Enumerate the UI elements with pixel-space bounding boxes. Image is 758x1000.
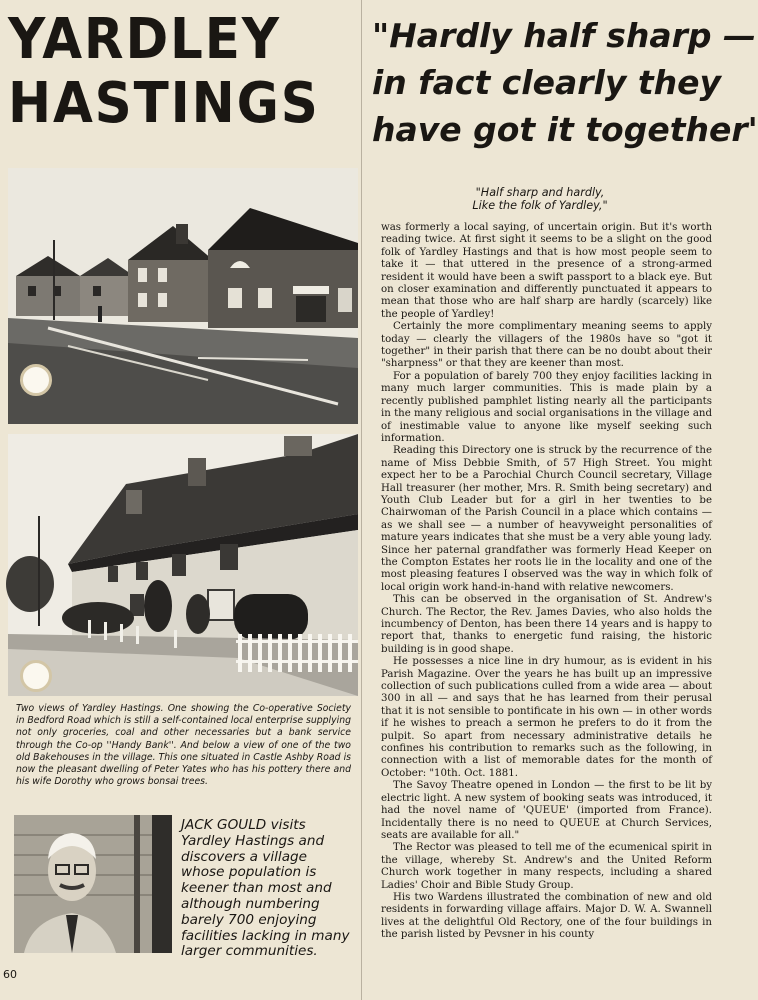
headline-line-1: "Hardly half sharp — <box>372 16 756 55</box>
column-divider <box>361 0 362 1000</box>
article-paragraph: He possesses a nice line in dry humour, as is evident in his Parish Magazine. Over the years he has built up an impressive collection of such publications culled from a wide area — about 300 in all — and says that he has learned from their perusal that it is not sensible to pontificate in his own — in other words if he wishes to preach a sermon he prefers to do it from the pulpit. So apart from necessary administrative details he confines his contribution to remarks such as the following, in connection with a list of memorable dates for the month of October: "10th. Oct. 1881. <box>381 656 712 779</box>
quote-line-1: "Half sharp and hardly, <box>475 186 605 199</box>
quote-line-2: Like the folk of Yardley," <box>472 199 608 212</box>
headline-line-3: have got it together' <box>372 110 758 149</box>
punch-hole <box>20 660 52 692</box>
article-paragraph: The Savoy Theatre opened in London — the first to be lit by electric light. A new system of booking seats was introduced, it had the novel name of 'QUEUE' (imported from France). Incidentally there is no need to QUEUE at Church Services, seats are available for all." <box>381 780 712 841</box>
article-paragraph: This can be observed in the organisation of St. Andrew's Church. The Rector, the Rev. James Davies, who also holds the incumbency of Denton, has been there 14 years and is happy to report that, thanks to energetic fund raising, the historic building is in good shape. <box>381 594 712 655</box>
co-op-photo <box>8 168 358 424</box>
article-title <box>8 7 320 136</box>
article-body <box>381 222 712 958</box>
article-paragraph: Reading this Directory one is struck by the recurrence of the name of Miss Debbie Smith, of 57 High Street. You might expect her to be a Parochial Church Council secretary, Village Hall treasurer (her mother, Mrs. R. Smith being secretary) and Youth Club Leader but for a girl in her twenties to be Chairwoman of the Parish Council in a place which contains — as we shall see — a number of heavyweight personalities of mature years indicates that she must be a very able young lady. Since her paternal grandfather was formerly Head Keeper on the Compton Estates her roots lie in the locality and one of the most pleasing features I observed was the way in which folk of local origin work hand-in-hand with relative newcomers. <box>381 445 712 593</box>
article-paragraph: The Rector was pleased to tell me of the ecumenical spirit in the village, whereby St. Andrew's and the United Reform Church work together in many respects, including a shared Ladies' Choir and Bible Study Group. <box>381 842 712 891</box>
punch-hole <box>20 364 52 396</box>
article-paragraph: Certainly the more complimentary meaning seems to apply today — clearly the villagers of the 1980s have so "got it together" in their parish that there can be no doubt about their "sharpness" or that they are keener than most. <box>381 321 712 370</box>
title-line-2: HASTINGS <box>8 71 320 136</box>
article-paragraph: was formerly a local saying, of uncertain origin. But it's worth reading twice. At first sight it seems to be a slight on the good folk of Yardley Hastings and that is how most people seem to take it — that uttered in the presence of a strong-armed resident it would have been a swift passport to a black eye. But on closer examination and differently punctuated it appears to mean that those who are half sharp are hardly (scarcely) like the people of Yardley! <box>381 222 712 320</box>
page-number: 60 <box>3 968 17 981</box>
headline-line-2: in fact clearly they <box>372 63 722 102</box>
pull-quote <box>440 186 640 212</box>
article-paragraph: His two Wardens illustrated the combination of new and old residents in forwarding village affairs. Major D. W. A. Swannell lives at the delightful Old Rectory, one of the four buildings in the parish listed by Pevsner in his county <box>381 891 712 941</box>
author-portrait-image <box>14 815 172 953</box>
article-paragraph: For a population of barely 700 they enjoy facilities lacking in many much larger communities. This is made plain by a recently published pamphlet listing nearly all the participants in the many religious and social organisations in the village and of inestimable value to anyone like myself seeking such information. <box>381 370 712 444</box>
author-portrait <box>14 815 172 953</box>
photo-caption: Two views of Yardley Hastings. One showing the Co-operative Society in Bedford Road which is still a self-contained local enterprise supplying not only groceries, coal and other necessaries but a bank service through the Co-op ''Handy Bank''. And below a view of one of the two old Bakehouses in the village. This one situated in Castle Ashby Road is now the pleasant dwelling of Peter Yates who has his pottery there and his wife Dorothy who grows bonsai trees. <box>16 703 351 788</box>
author-intro: JACK GOULD visits Yardley Hastings and discovers a village whose population is keener than most and although numbering barely 700 enjoying facilities lacking in many larger communities. <box>181 817 350 960</box>
headline <box>372 12 758 153</box>
co-op-photo-image <box>8 168 358 424</box>
bakehouse-photo <box>8 434 358 696</box>
bakehouse-photo-image <box>8 434 358 696</box>
title-line-1: YARDLEY <box>8 7 281 72</box>
